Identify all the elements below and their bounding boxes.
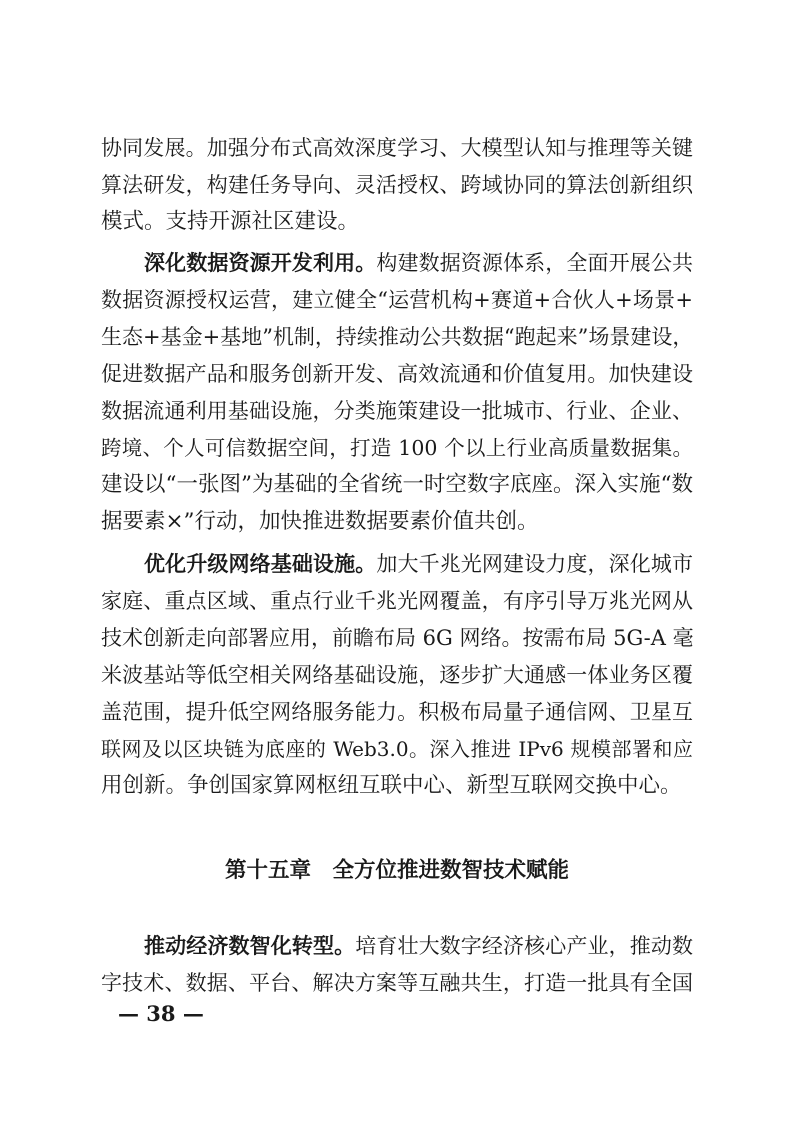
paragraph-2-line-8: 据要素×”行动，加快推进数据要素价值共创。 xyxy=(101,509,539,534)
paragraph-2-line-7: 建设以“一张图”为基础的全省统一时空数字底座。深入实施“数 xyxy=(101,472,693,497)
paragraph-2-line-6: 跨境、个人可信数据空间，打造 100 个以上行业高质量数据集。 xyxy=(101,436,693,460)
paragraph-2-line-4: 促进数据产品和服务创新开发、高效流通和价值复用。加快建设 xyxy=(101,362,693,386)
paragraph-2-line-1-text: 构建数据资源体系，全面开展公共 xyxy=(376,251,694,275)
paragraph-3-line-5: 盖范围，提升低空网络服务能力。积极布局量子通信网、卫星互 xyxy=(101,700,693,724)
chapter-title: 第十五章 全方位推进数智技术赋能 xyxy=(224,858,569,883)
paragraph-3-line-6: 联网及以区块链为底座的 Web3.0。深入推进 IPv6 规模部署和应 xyxy=(101,737,693,761)
paragraph-3-line-7: 用创新。争创国家算网枢纽互联中心、新型互联网交换中心。 xyxy=(101,773,682,798)
paragraph-2-heading: 深化数据资源开发利用。 xyxy=(144,250,377,275)
paragraph-2-line-2: 数据资源授权运营，建立健全“运营机构+赛道+合伙人+场景+ xyxy=(101,288,693,312)
paragraph-3-line-4: 米波基站等低空相关网络基础设施，逐步扩大通感一体业务区覆 xyxy=(101,663,693,687)
paragraph-3-line-1-text: 加大千兆光网建设力度，深化城市 xyxy=(376,552,694,576)
paragraph-1-line-2: 算法研发，构建任务导向、灵活授权、跨域协同的算法创新组织 xyxy=(101,173,693,197)
paragraph-3-line-3: 技术创新走向部署应用，前瞻布局 6G 网络。按需布局 5G-A 毫 xyxy=(101,626,694,650)
paragraph-2-line-3: 生态+基金+基地”机制，持续推动公共数据“跑起来”场景建设， xyxy=(101,325,694,349)
paragraph-2-line-1 xyxy=(144,246,693,280)
paragraph-3-line-1 xyxy=(144,547,693,581)
paragraph-3-heading: 优化升级网络基础设施。 xyxy=(144,551,377,576)
paragraph-4-line-2: 字技术、数据、平台、解决方案等互融共生，打造一批具有全国 xyxy=(101,971,693,995)
page-number: — 38 — xyxy=(118,1001,204,1026)
paragraph-4-line-1 xyxy=(144,929,693,963)
paragraph-1-line-3: 模式。支持开源社区建设。 xyxy=(101,209,360,234)
paragraph-4-line-1-text: 培育壮大数字经济核心产业，推动数 xyxy=(355,934,694,958)
paragraph-4-heading: 推动经济数智化转型。 xyxy=(144,933,356,958)
paragraph-1-line-1: 协同发展。加强分布式高效深度学习、大模型认知与推理等关键 xyxy=(101,136,693,160)
paragraph-3-line-2: 家庭、重点区域、重点行业千兆光网覆盖，有序引导万兆光网从 xyxy=(101,589,693,613)
paragraph-2-line-5: 数据流通利用基础设施，分类施策建设一批城市、行业、企业、 xyxy=(101,399,693,423)
